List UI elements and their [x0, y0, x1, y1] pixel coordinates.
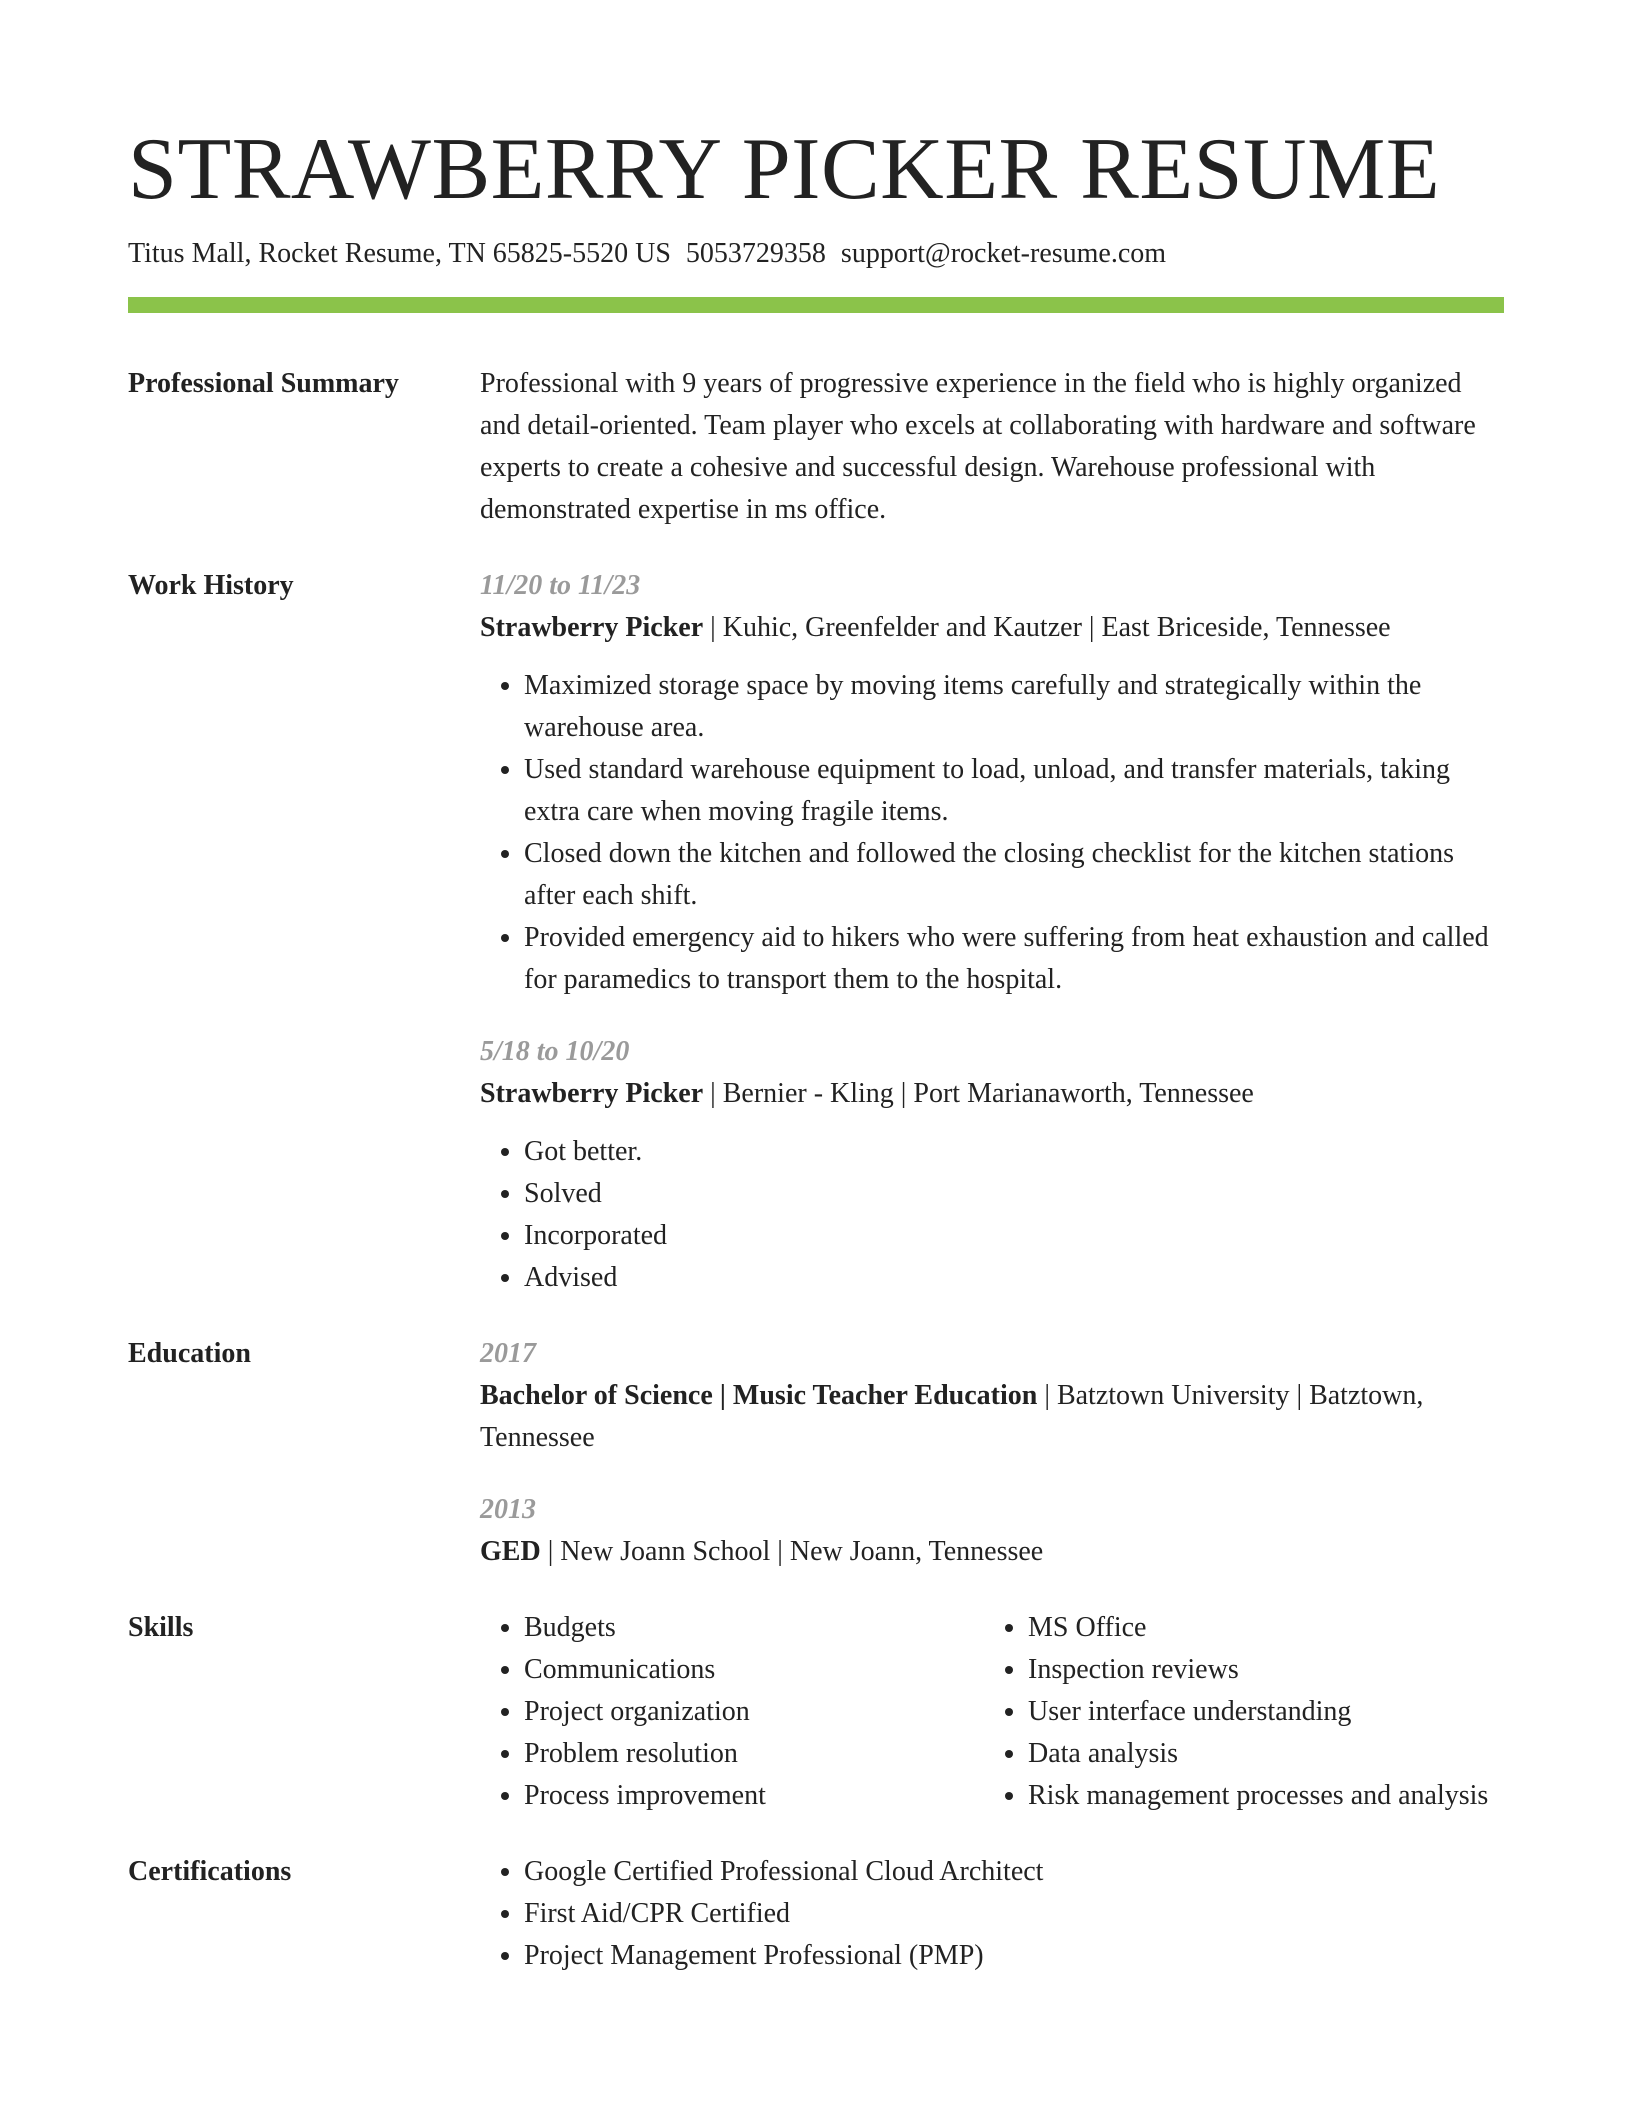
- job-bullet: • Got better.: [524, 1131, 1504, 1173]
- work-history-section: [128, 565, 1504, 1299]
- section-heading-certifications: Certifications: [128, 1856, 292, 1887]
- skills-column-2: [984, 1607, 1504, 1817]
- job-entry: [480, 565, 1504, 1001]
- job-bullet: • Provided emergency aid to hikers who were suffering from heat exhaustion and called for paramedics to transport them to the hospital.: [524, 917, 1504, 1001]
- section-heading-summary: Professional Summary: [128, 368, 399, 399]
- education-entry: [480, 1489, 1504, 1573]
- job-details: | Kuhic, Greenfelder and Kautzer | East Briceside, Tennessee: [703, 612, 1391, 643]
- skill-item: • User interface understanding: [1028, 1691, 1504, 1733]
- job-bullets: [480, 665, 1504, 1001]
- skill-item: • MS Office: [1028, 1607, 1504, 1649]
- job-bullet: • Closed down the kitchen and followed the closing checklist for the kitchen stations after each shift.: [524, 833, 1504, 917]
- education-year: 2017: [480, 1338, 536, 1369]
- education-degree: GED: [480, 1536, 541, 1567]
- section-heading-work: Work History: [128, 570, 294, 601]
- job-heading: [480, 607, 1504, 649]
- education-section: [128, 1333, 1504, 1573]
- skills-section: [128, 1607, 1504, 1817]
- skills-column-1: [480, 1607, 984, 1817]
- certification-item: • First Aid/CPR Certified: [524, 1893, 1504, 1935]
- skill-item: • Risk management processes and analysis: [1028, 1775, 1504, 1817]
- skill-item: • Budgets: [524, 1607, 984, 1649]
- summary-section: [128, 363, 1504, 531]
- contact-address: Titus Mall, Rocket Resume, TN 65825-5520 US: [128, 238, 671, 269]
- contact-phone: 5053729358: [685, 238, 826, 269]
- job-details: | Bernier - Kling | Port Marianaworth, Tennessee: [703, 1078, 1254, 1109]
- contact-email: support@rocket-resume.com: [840, 238, 1167, 269]
- skill-item: • Project organization: [524, 1691, 984, 1733]
- education-heading: [480, 1375, 1504, 1459]
- summary-text: Professional with 9 years of progressive experience in the field who is highly organized and detail-oriented. Team player who excels at collaborating with hardware and software experts to create a cohesive and successful design. Warehouse professional with demonstrated expertise in ms office.: [480, 368, 1476, 525]
- job-dates: 11/20 to 11/23: [480, 570, 641, 601]
- education-details: | Batztown University | Batztown, Tennessee: [480, 1380, 1424, 1453]
- job-bullet: • Maximized storage space by moving items carefully and strategically within the warehouse area.: [524, 665, 1504, 749]
- job-bullet: • Incorporated: [524, 1215, 1504, 1257]
- education-entry: [480, 1333, 1504, 1459]
- job-bullet: • Used standard warehouse equipment to load, unload, and transfer materials, taking extra care when moving fragile items.: [524, 749, 1504, 833]
- job-entry: [480, 1031, 1504, 1299]
- skill-item: • Problem resolution: [524, 1733, 984, 1775]
- certification-item: • Project Management Professional (PMP): [524, 1935, 1504, 1977]
- accent-divider: [128, 297, 1504, 313]
- job-bullets: [480, 1131, 1504, 1299]
- skill-item: • Communications: [524, 1649, 984, 1691]
- section-heading-skills: Skills: [128, 1612, 194, 1643]
- resume-title: STRAWBERRY PICKER RESUME: [128, 121, 1441, 218]
- certifications-list: [480, 1851, 1504, 1977]
- education-year: 2013: [480, 1494, 536, 1525]
- skill-item: • Process improvement: [524, 1775, 984, 1817]
- job-bullet: • Advised: [524, 1257, 1504, 1299]
- skill-item: • Inspection reviews: [1028, 1649, 1504, 1691]
- education-heading: [480, 1531, 1504, 1573]
- education-details: | New Joann School | New Joann, Tennessee: [540, 1536, 1044, 1567]
- certifications-section: [128, 1851, 1504, 1977]
- job-title: Strawberry Picker: [480, 612, 704, 643]
- job-heading: [480, 1073, 1504, 1115]
- education-degree: Bachelor of Science | Music Teacher Education: [480, 1380, 1038, 1411]
- job-dates: 5/18 to 10/20: [480, 1036, 630, 1067]
- skills-grid: [480, 1607, 1504, 1817]
- job-bullet: • Solved: [524, 1173, 1504, 1215]
- certification-item: • Google Certified Professional Cloud Architect: [524, 1851, 1504, 1893]
- skill-item: • Data analysis: [1028, 1733, 1504, 1775]
- job-title: Strawberry Picker: [480, 1078, 704, 1109]
- contact-line: [128, 234, 1504, 274]
- section-heading-education: Education: [128, 1338, 251, 1369]
